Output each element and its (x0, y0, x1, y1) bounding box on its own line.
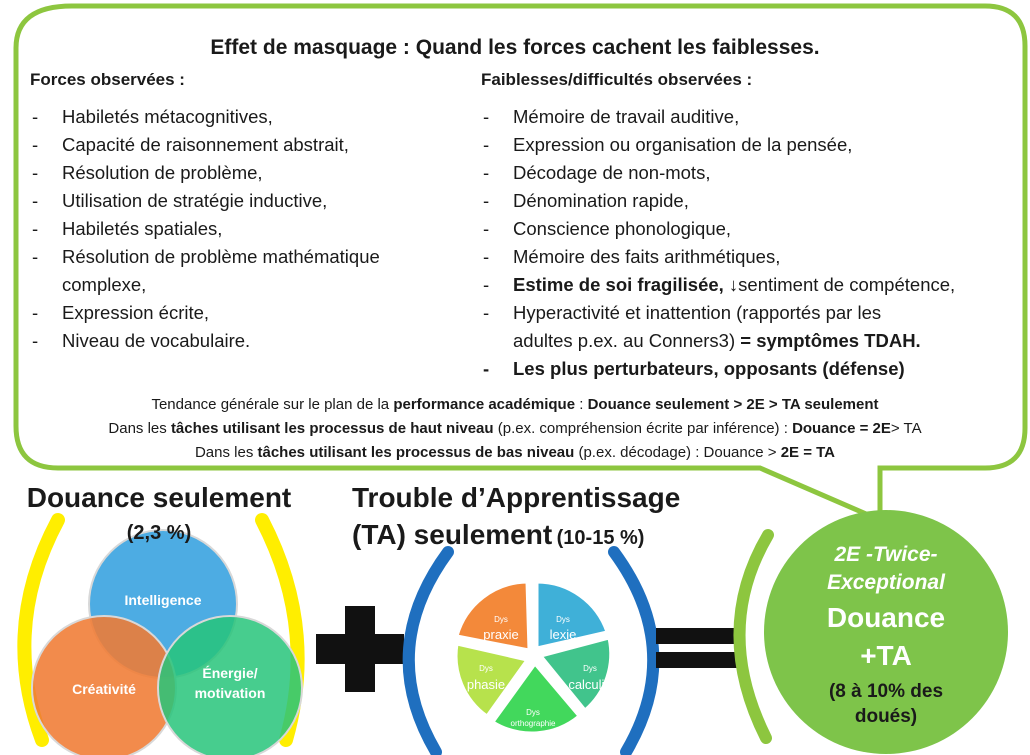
venn-label-motivation: motivation (194, 685, 266, 701)
faiblesses-heading: Faiblesses/difficultés observées : (481, 70, 753, 89)
dys-prefix: Dys (583, 664, 597, 673)
list-item: - Expression ou organisation de la pensée, (481, 131, 955, 159)
twice-line2: Exceptional (827, 571, 945, 594)
down-arrow-icon: ↓ (728, 274, 739, 295)
twice-line1: 2E -Twice- (834, 543, 938, 566)
list-item: - Utilisation de stratégie inductive, (30, 187, 380, 215)
douance-title: Douance seulement (26, 482, 292, 513)
summary-line-1 (0, 396, 1030, 413)
twice-pct-line2: doués) (854, 706, 918, 727)
summary-text: Tendance générale sur le plan de la (151, 396, 390, 413)
ta-title-line2 (352, 519, 644, 551)
summary-text: (p.ex. décodage) : Douance > (578, 444, 777, 461)
list-item: - Mémoire des faits arithmétiques, (481, 243, 955, 271)
ta-title-line1: Trouble d’Apprentissage (352, 482, 681, 513)
summary-bold: tâches utilisant les processus de haut niveau (170, 420, 494, 437)
dys-word-phasie: phasie (466, 677, 506, 692)
summary-text: Dans les (194, 444, 254, 461)
ta-title: (TA) seulement (352, 519, 553, 550)
list-item: - Conscience phonologique, (481, 215, 955, 243)
list-item: - Mémoire de travail auditive, (481, 103, 955, 131)
summary-text: : (579, 396, 584, 413)
list-item: - Dénomination rapide, (481, 187, 955, 215)
twice-pct-line1: (8 à 10% des (828, 681, 944, 702)
page-title: Effet de masquage : Quand les forces cachent les faiblesses. (210, 36, 820, 59)
dys-word-lexie: lexie (549, 627, 577, 642)
venn-label-intelligence: Intelligence (124, 592, 202, 608)
twice-ta: +TA (860, 640, 912, 671)
dys-word-calculie: calculie (568, 677, 612, 692)
list-item-estime (481, 271, 955, 299)
equals-sign-top (656, 628, 742, 644)
list-item: - Décodage de non-mots, (481, 159, 955, 187)
venn-label-creativite: Créativité (72, 681, 136, 697)
twice-douance: Douance (826, 602, 946, 633)
summary-bold: Douance = 2E (792, 420, 891, 437)
tdah-bold: = symptômes TDAH. (740, 330, 921, 351)
equals-sign-bottom (656, 652, 742, 668)
list-item: - Résolution de problème, (30, 159, 380, 187)
plus-sign-vertical (345, 606, 375, 692)
forces-list (30, 103, 380, 355)
forces-heading: Forces observées : (30, 70, 185, 89)
summary-bold: 2E = TA (780, 444, 836, 461)
list-item-hyper-cont (481, 327, 955, 355)
ta-pct: (10-15 %) (556, 527, 645, 549)
list-item: - Niveau de vocabulaire. (30, 327, 380, 355)
dys-prefix: Dys (479, 664, 493, 673)
estime-bold: Estime de soi fragilisée, (513, 274, 724, 295)
list-item-perturbateurs: - Les plus perturbateurs, opposants (défense) (481, 355, 955, 383)
venn-label-energie: Énergie/ (202, 665, 258, 681)
list-item: - Expression écrite, (30, 299, 380, 327)
summary-bold: performance académique (393, 396, 576, 413)
douance-pct: (2,3 %) (126, 522, 192, 544)
summary-bold: tâches utilisant les processus de bas niveau (257, 444, 575, 461)
dys-prefix: Dys (556, 615, 570, 624)
dys-prefix: Dys (526, 708, 540, 717)
summary-text: Dans les (108, 420, 167, 437)
list-item: complexe, (62, 274, 147, 295)
summary-line-3 (0, 444, 1030, 461)
estime-rest: sentiment de compétence, (738, 274, 956, 295)
twice-left-bracket (739, 535, 768, 738)
list-item: - Capacité de raisonnement abstrait, (30, 131, 380, 159)
list-item: - Habiletés spatiales, (30, 215, 380, 243)
ta-right-bracket (614, 552, 653, 752)
dys-word-praxie: praxie (483, 627, 519, 642)
summary-bold: Douance seulement > 2E > TA seulement (587, 396, 879, 413)
dys-word-orthographie: orthographie (510, 719, 556, 728)
list-item: - Habiletés métacognitives, (30, 103, 380, 131)
list-item-hyper: - Hyperactivité et inattention (rapportés par les (481, 299, 955, 327)
summary-text: (p.ex. compréhension écrite par inférence) : (497, 420, 788, 437)
dys-prefix: Dys (494, 615, 508, 624)
list-item: - Résolution de problème mathématique (30, 243, 380, 271)
faiblesses-list (481, 103, 955, 383)
summary-line-2 (0, 420, 1030, 437)
hyper-line2: adultes p.ex. au Conners3) (513, 330, 736, 351)
summary-text: > TA (890, 420, 922, 437)
ta-left-bracket (409, 552, 448, 752)
